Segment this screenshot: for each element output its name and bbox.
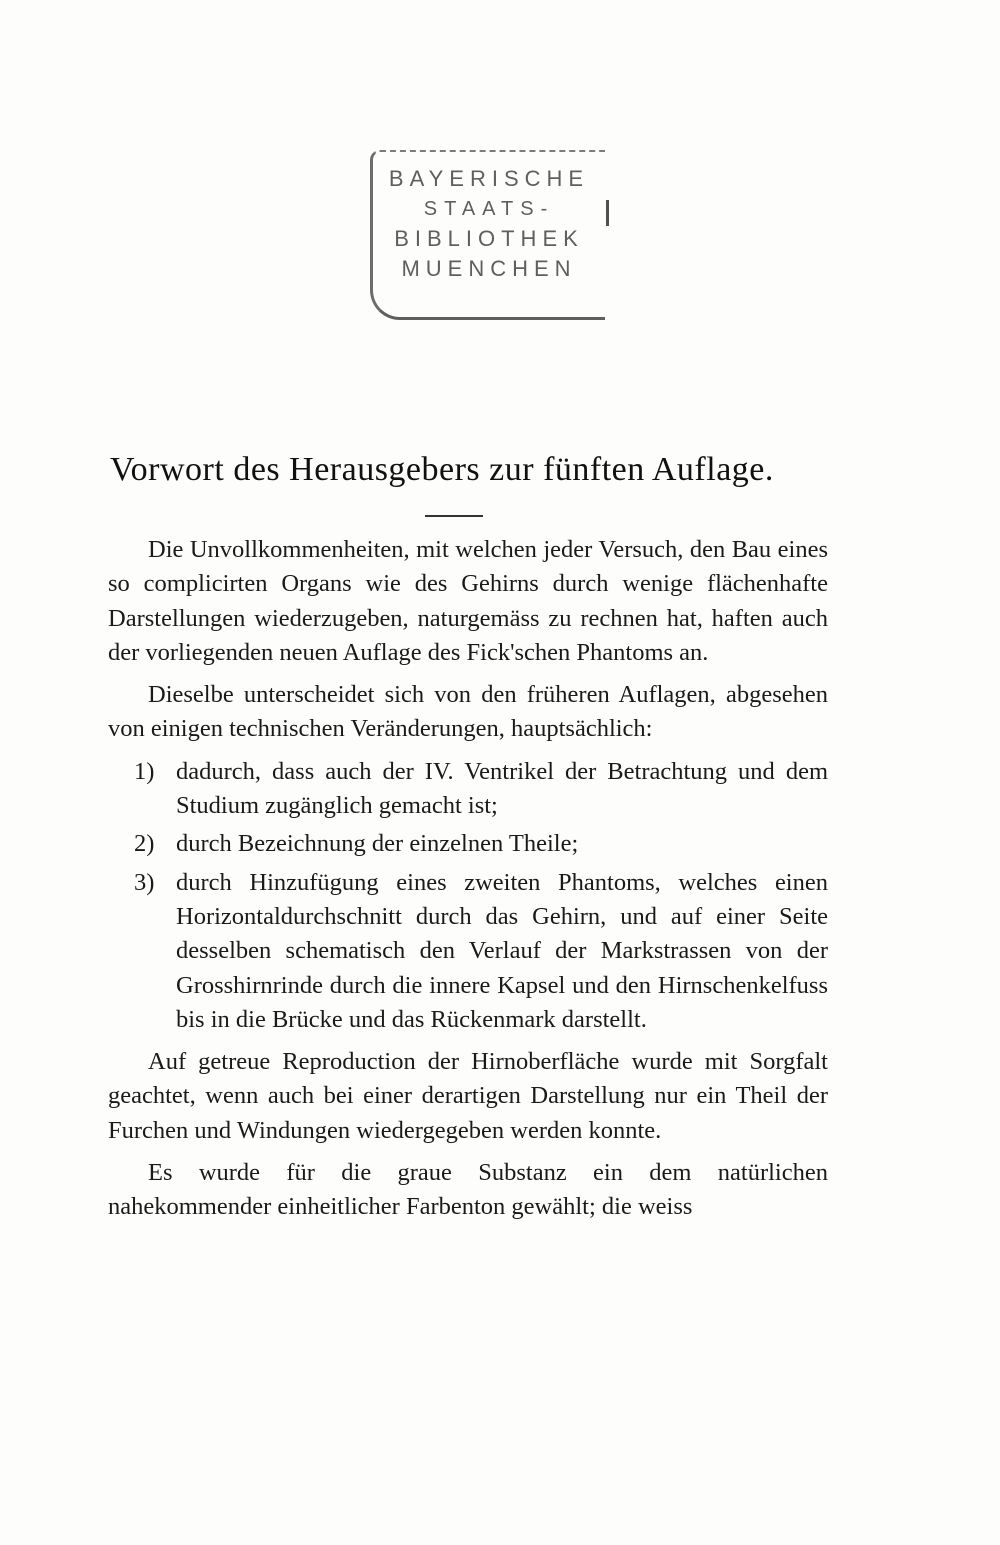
stamp-line: BIBLIOTHEK (394, 226, 584, 251)
list-item (108, 755, 828, 824)
stamp-line: STAATS- (423, 198, 555, 220)
title-divider (425, 515, 483, 517)
stamp-mark (606, 200, 609, 226)
list-item-number: 2) (134, 830, 155, 858)
paragraph: Dieselbe unterscheidet sich von den früheren Auflagen, abgesehen von einigen technischen Veränderungen, hauptsächlich: (108, 681, 828, 743)
stamp-line: MUENCHEN (401, 256, 577, 281)
body-text (108, 533, 828, 1233)
list-item-number: 1) (134, 757, 155, 785)
list-item-number: 3) (134, 868, 155, 896)
list-item (108, 827, 828, 861)
list-item-text: durch Hinzufügung eines zweiten Phantoms, welches einen Horizontaldurchschnitt durch das Gehirn, und auf einer Seite desselben schematisch den Verlauf der Markstrassen von der Grosshirnrinde durch die innere Kapsel und den Hirnschenkelfuss bis in die Brücke und das Rückenmark darstellt. (176, 868, 828, 1033)
paragraph: Auf getreue Reproduction der Hirnoberfläche wurde mit Sorgfalt geachtet, wenn auch bei einer derartigen Darstellung nur ein Theil der Furchen und Windungen wiedergegeben werden konnte. (108, 1048, 828, 1144)
paragraph: Es wurde für die graue Substanz ein dem natürlichen nahekommender einheitlicher Farbenton gewählt; die weiss (108, 1159, 828, 1221)
page-title: Vorwort des Herausgebers zur fünften Auflage. (110, 451, 774, 488)
list-item (108, 866, 828, 1037)
stamp-line: BAYERISCHE (388, 166, 590, 191)
paragraph: Die Unvollkommenheiten, mit welchen jeder Versuch, den Bau eines so complicirten Organs wie des Gehirns durch wenige flächenhafte Darstellungen wiederzugeben, naturgemäss zu rechnen hat, haften auch der vorliegenden neuen Auflage des Fick'schen Phantoms an. (108, 536, 828, 666)
list-item-text: dadurch, dass auch der IV. Ventrikel der Betrachtung und dem Studium zugänglich gemacht ist; (176, 757, 828, 820)
library-stamp (370, 150, 605, 320)
list-item-text: durch Bezeichnung der einzelnen Theile; (176, 830, 579, 858)
numbered-list (108, 755, 828, 1037)
